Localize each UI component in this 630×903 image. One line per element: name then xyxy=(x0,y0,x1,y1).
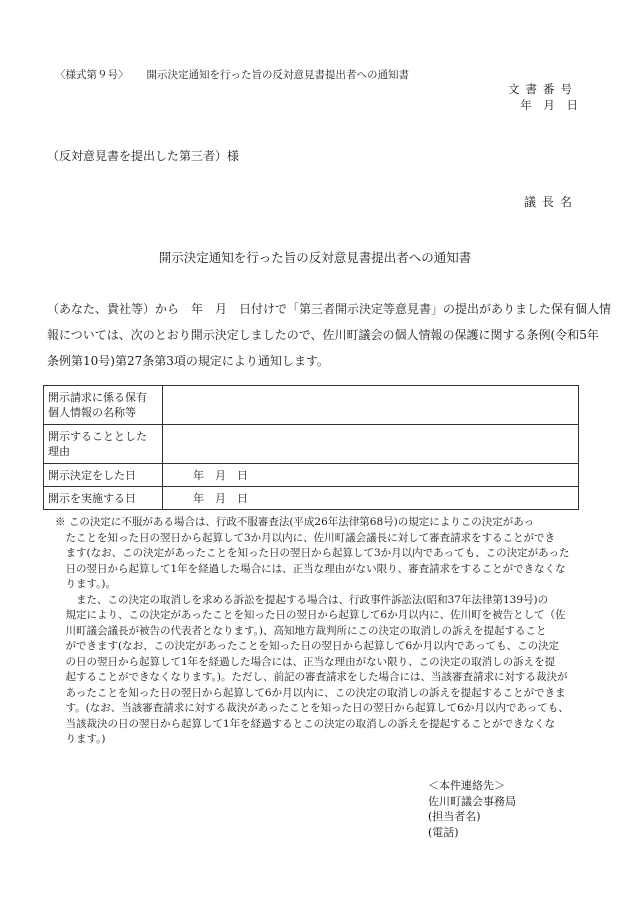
row-label xyxy=(44,386,163,425)
note-line: ります。)。 xyxy=(55,578,117,590)
note-line: また、この決定の取消しを求める訴訟を提起する場合は、行政事件訴訟法(昭和37年法律第139号)の xyxy=(55,593,549,606)
table-row xyxy=(44,425,579,464)
addressee: （反対意見書を提出した第三者）様 xyxy=(47,149,240,163)
contact-heading: ＜本件連絡先＞ xyxy=(428,779,505,792)
row-label xyxy=(44,425,163,464)
row-value xyxy=(163,386,579,425)
body-paragraph xyxy=(47,296,612,374)
note-line: す。(なお、当該審査請求に対する裁決があったことを知った日の翌日から起算して6か月以内であっても、 xyxy=(55,702,569,714)
form-number-header xyxy=(55,67,409,82)
sender-name: 議長名 xyxy=(523,195,578,209)
row-value xyxy=(163,425,579,464)
contact-office: 佐川町議会事務局 xyxy=(428,794,516,808)
form-title: 開示決定通知を行った旨の反対意見書提出者への通知書 xyxy=(146,69,409,81)
note-line: 当該裁決の日の翌日から起算して1年を経過するとこの決定の取消しの訴えを提起することができなくな xyxy=(55,717,556,730)
note-line: 起することができなくなります。)。ただし、前記の審査請求をした場合には、当該審査請求に対する裁決が xyxy=(55,671,568,683)
row-label xyxy=(44,487,163,510)
row-value: 年 月 日 xyxy=(163,487,579,510)
note-line: の日の翌日から起算して1年を経過した場合には、正当な理由がない限り、この決定の取消しの訴えを提 xyxy=(55,655,556,668)
note-line: 日の翌日から起算して1年を経過した場合には、正当な理由がない限り、審査請求をすることができなくな xyxy=(55,562,566,575)
row-label-line: 開示することとした xyxy=(48,430,147,443)
document-title: 開示決定通知を行った旨の反対意見書提出者への通知書 xyxy=(158,250,472,265)
contact-block xyxy=(428,778,516,840)
body-line: 条例第10号)第27条第3項の規定により通知します。 xyxy=(47,354,329,368)
contact-person: (担当者名) xyxy=(428,810,481,823)
row-label xyxy=(44,464,163,487)
form-number: 〈様式第９号〉 xyxy=(55,69,129,81)
note-line: 川町議会議長が被告の代表者となります。)、高知地方裁判所にこの決定の取消しの訴えを提起すること xyxy=(55,624,547,637)
note-line: あったことを知った日の翌日から起算して6か月以内に、この決定の取消しの訴えを提起することができま xyxy=(55,686,566,699)
body-line: 報については、次のとおり開示決定しましたので、佐川町議会の個人情報の保護に関する条例(令和5年 xyxy=(47,328,599,342)
row-label-line: 開示請求に係る保有 xyxy=(48,391,147,404)
row-label-line: 個人情報の名称等 xyxy=(48,406,136,419)
issue-date: 年 月 日 xyxy=(520,98,578,112)
note-line: ます(なお、この決定があったことを知った日の翌日から起算して3か月以内であっても、この決定があった xyxy=(55,547,570,559)
note-line: たことを知った日の翌日から起算して3か月以内に、佐川町議会議長に対して審査請求をすることができ xyxy=(55,531,556,544)
row-label-line: 開示決定をした日 xyxy=(48,468,136,482)
note-line: ができます(なお、この決定があったことを知った日の翌日から起算して6か月以内であっても、この決定 xyxy=(55,640,560,652)
table-row xyxy=(44,487,579,510)
row-label-line: 開示を実施する日 xyxy=(48,491,136,505)
body-line: （あなた、貴社等）から 年 月 日付けで「第三者開示決定等意見書」の提出がありました保有個人情 xyxy=(47,302,612,316)
note-line: 規定により、この決定があったことを知った日の翌日から起算して6か月以内に、佐川町を被告として（佐 xyxy=(55,609,566,621)
table-row xyxy=(44,386,579,425)
contact-phone: (電話) xyxy=(428,825,459,839)
row-value: 年 月 日 xyxy=(163,464,579,487)
document-number: 文書番号 xyxy=(508,82,578,96)
row-label-line: 理由 xyxy=(48,445,70,458)
disclosure-info-table xyxy=(43,385,579,510)
note-line: ※ この決定に不服がある場合は、行政不服審査法(平成26年法律第68号)の規定によりこの決定があっ xyxy=(55,516,535,528)
table-row xyxy=(44,464,579,487)
note-line: ります。) xyxy=(55,733,106,745)
notes-section xyxy=(55,515,585,748)
